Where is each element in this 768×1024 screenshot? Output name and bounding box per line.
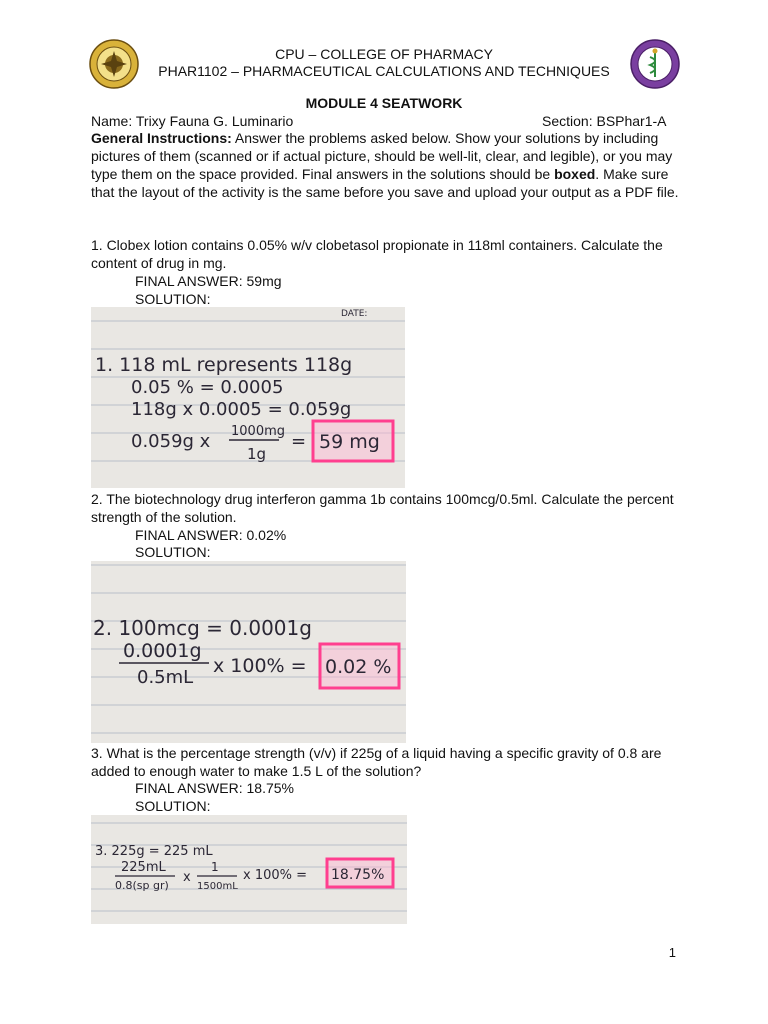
student-name: Name: Trixy Fauna G. Luminario [91, 113, 294, 129]
header-course: PHAR1102 – PHARMACEUTICAL CALCULATIONS AND TECHNIQUES [158, 63, 610, 79]
hw-3-fraction-2-num: 1 [211, 860, 219, 874]
problem-1-solution-label: SOLUTION: [135, 291, 211, 307]
problem-1-final-answer: FINAL ANSWER: 59mg [135, 273, 282, 289]
problem-3-solution-photo [91, 815, 407, 924]
instructions-bold-word: boxed [554, 166, 596, 182]
problem-2-solution-photo [91, 561, 406, 743]
header-college: CPU – COLLEGE OF PHARMACY [275, 46, 493, 62]
hw-1-line-1: 1. 118 mL represents 118g [95, 354, 353, 376]
hw-1-fraction-den: 1g [247, 445, 267, 463]
problem-3-solution-label: SOLUTION: [135, 798, 211, 814]
hw-1-line-2: 0.05 % = 0.0005 [131, 377, 284, 398]
instructions-text-2: . Make sure that the layout of the activity is the same before you save and upload your output as a PDF file. [91, 166, 679, 200]
page-number: 1 [668, 945, 676, 960]
hw-3-fraction-1-den: 0.8(sp gr) [115, 879, 169, 892]
hw-1-equals: = [291, 431, 307, 452]
problem-1-question: 1. Clobex lotion contains 0.05% w/v clobetasol propionate in 118ml containers. Calculate the content of drug in mg. [91, 237, 663, 271]
hw-3-multiply: x 100% = [243, 868, 308, 883]
problem-2-question: 2. The biotechnology drug interferon gamma 1b contains 100mcg/0.5ml. Calculate the percent strength of the solution. [91, 491, 674, 525]
general-instructions [91, 129, 681, 201]
student-section: Section: BSPhar1-A [542, 113, 667, 129]
hw-2-fraction-num: 0.0001g [123, 640, 202, 662]
problem-2-solution-label: SOLUTION: [135, 544, 211, 560]
hw-2-line-1: 2. 100mcg = 0.0001g [93, 616, 312, 640]
hw-2-boxed-answer: 0.02 % [325, 656, 392, 678]
hw-3-fraction-2-den: 1500mL [197, 881, 238, 892]
problem-2-final-answer: FINAL ANSWER: 0.02% [135, 527, 287, 543]
problem-3-question: 3. What is the percentage strength (v/v) if 225g of a liquid having a specific gravity of 0.8 are added to enough water to make 1.5 L of the solution? [91, 745, 662, 779]
problem-3-final-answer: FINAL ANSWER: 18.75% [135, 780, 294, 796]
photo-date-label: DATE: [341, 309, 368, 319]
page-title: MODULE 4 SEATWORK [305, 95, 463, 111]
hw-2-fraction-den: 0.5mL [137, 667, 194, 688]
problem-1-solution-photo [91, 307, 405, 488]
hw-1-line-3: 118g x 0.0005 = 0.059g [131, 399, 352, 420]
hw-3-line-1: 3. 225g = 225 mL [95, 844, 213, 859]
hw-3-boxed-answer: 18.75% [331, 867, 385, 883]
hw-1-line-4: 0.059g x [131, 431, 211, 452]
hw-2-multiply: x 100% = [213, 655, 307, 677]
hw-1-fraction-num: 1000mg [231, 424, 285, 439]
hw-3-fraction-1-num: 225mL [121, 860, 166, 875]
instructions-text-1: Answer the problems asked below. Show your solutions by including pictures of them (scanned or if actual picture, should be well-lit, clear, and legible), or you may type them on the space provided. Final answers in the solutions should be [91, 130, 673, 182]
instructions-label: General Instructions: [91, 130, 232, 146]
hw-1-boxed-answer: 59 mg [319, 431, 380, 453]
hw-3-times: x [183, 870, 191, 885]
